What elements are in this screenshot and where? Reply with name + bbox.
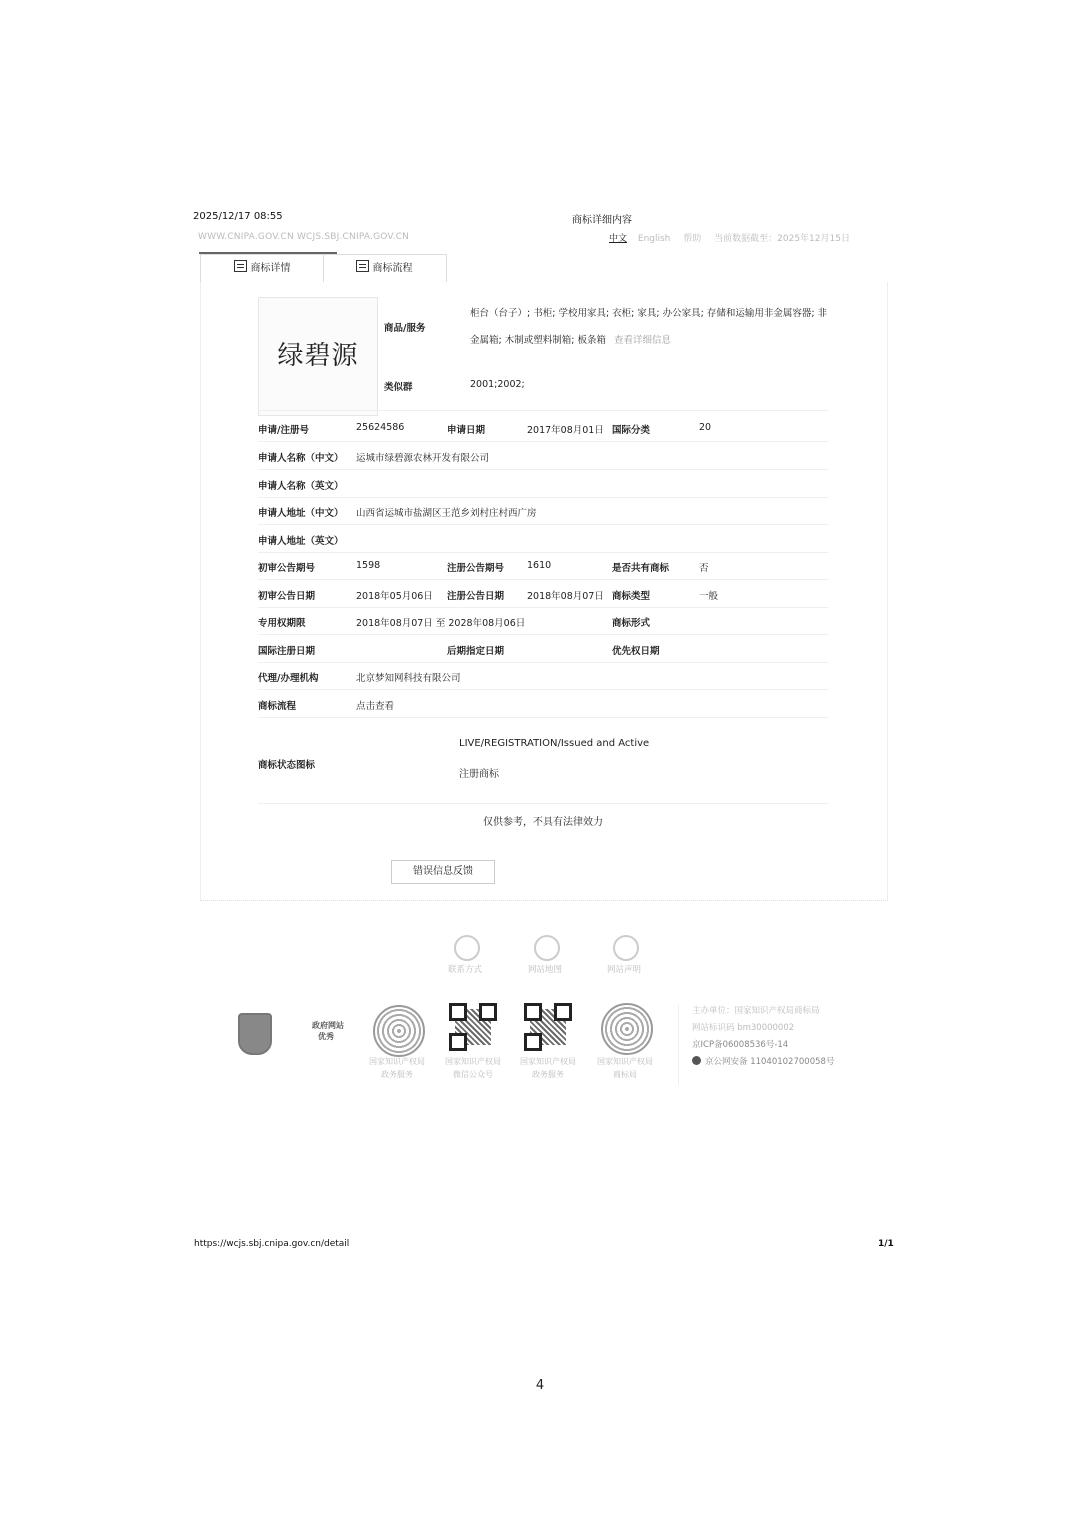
prelim-no-label: 初审公告期号: [258, 563, 316, 574]
lang-english-link[interactable]: English: [637, 234, 671, 244]
site-url[interactable]: WWW.CNIPA.GOV.CN WCJS.SBJ.CNIPA.GOV.CN: [198, 232, 410, 242]
page-number: 4: [535, 1378, 545, 1393]
police-badge-icon: [692, 1056, 701, 1065]
language-bar: [609, 231, 850, 244]
prelim-date-label: 初审公告日期: [258, 591, 316, 602]
print-datetime: 2025/12/17 08:55: [193, 211, 283, 222]
print-page-title: 商标详细内容: [572, 215, 632, 226]
reg-pub-date-value: 2018年08月07日: [527, 591, 604, 602]
divider: [258, 552, 828, 553]
exclusive-period-label: 专用权期限: [258, 618, 306, 629]
divider: [258, 469, 828, 470]
sponsor-line: 网站标识码 bm30000002: [692, 1023, 795, 1033]
address-cn-value: 山西省运城市盐湖区王范乡刘村庄村西广房: [356, 508, 537, 519]
similar-group-value: 2001;2002;: [470, 379, 525, 390]
process-label: 商标流程: [258, 701, 297, 712]
agency-label: 代理/办理机构: [258, 673, 319, 684]
badge-label: 国家知识产权局 政务服务: [520, 1057, 576, 1079]
reg-pub-date-label: 注册公告日期: [447, 591, 505, 602]
status-en: LIVE/REGISTRATION/Issued and Active: [459, 738, 650, 749]
divider: [258, 497, 828, 498]
gov-website-badge[interactable]: [290, 1020, 350, 1042]
status-label: 商标状态图标: [258, 760, 316, 771]
list-icon: [234, 260, 247, 272]
badge-label: 国家知识产权局 商标局: [597, 1057, 653, 1079]
exclusive-period-value: 2018年08月07日 至 2028年08月06日: [356, 618, 526, 629]
tab-label: 商标详情: [250, 263, 291, 274]
app-date-value: 2017年08月01日: [527, 425, 604, 436]
footer-statement-link[interactable]: 网站声明: [606, 965, 641, 975]
priority-date-label: 优先权日期: [612, 646, 660, 657]
address-en-label: 申请人地址（英文）: [258, 536, 344, 547]
data-date-text: 当前数据截至：2025年12月15日: [714, 234, 850, 244]
gov-badge-bottom: 优秀: [318, 1032, 334, 1041]
tab-trademark-detail[interactable]: [200, 254, 324, 282]
prelim-no-value: 1598: [356, 560, 381, 571]
badge-label: 国家知识产权局 政务服务: [369, 1057, 425, 1079]
icp-line[interactable]: 京ICP备06008536号-14: [692, 1040, 789, 1050]
divider: [258, 524, 828, 525]
divider: [258, 579, 828, 580]
service-qr-code: [524, 1003, 572, 1051]
tab-bar: [200, 254, 448, 282]
footer-contact-link[interactable]: 联系方式: [447, 965, 482, 975]
tm-office-qr-icon: [601, 1003, 653, 1055]
reg-pub-no-label: 注册公告期号: [447, 563, 505, 574]
applicant-cn-value: 运城市绿碧源农林开发有限公司: [356, 453, 490, 464]
sponsor-line: 主办单位：国家知识产权局商标局: [692, 1006, 820, 1016]
tm-type-value: 一般: [699, 591, 719, 602]
lang-chinese-link[interactable]: 中文: [609, 234, 628, 244]
sitemap-icon[interactable]: [534, 935, 560, 961]
badge-label: 国家知识产权局 微信公众号: [445, 1057, 501, 1079]
list-icon: [356, 260, 369, 272]
gov-service-badge-icon[interactable]: [373, 1005, 425, 1057]
wechat-qr-code: [449, 1003, 497, 1051]
trademark-image-text: 绿碧源: [277, 341, 359, 371]
shared-label: 是否共有商标: [612, 563, 670, 574]
statement-icon[interactable]: [613, 935, 639, 961]
tm-type-label: 商标类型: [612, 591, 651, 602]
divider: [258, 441, 828, 442]
applicant-en-label: 申请人名称（英文）: [258, 481, 344, 492]
process-view-link[interactable]: 点击查看: [356, 701, 395, 712]
error-feedback-button[interactable]: 错误信息反馈: [391, 860, 495, 884]
prelim-date-value: 2018年05月06日: [356, 591, 433, 602]
footer-divider: [678, 1005, 679, 1085]
goods-label: 商品/服务: [384, 323, 426, 334]
footer-sitemap-link[interactable]: 网站地图: [527, 965, 562, 975]
police-record-line[interactable]: 京公网安备 11040102700058号: [692, 1054, 834, 1071]
reg-pub-no-value: 1610: [527, 560, 552, 571]
party-emblem-icon[interactable]: [238, 1013, 272, 1055]
divider: [258, 607, 828, 608]
gov-badge-top: 政府网站: [312, 1021, 344, 1030]
goods-line-2: 金属箱; 木制或塑料制箱; 板条箱: [470, 335, 606, 346]
divider: [258, 410, 828, 411]
agency-value: 北京梦知网科技有限公司: [356, 673, 461, 684]
legal-notice: 仅供参考，不具有法律效力: [483, 817, 603, 828]
intl-class-value: 20: [699, 422, 712, 433]
reg-no-label: 申请/注册号: [258, 425, 309, 436]
tab-trademark-process[interactable]: [322, 254, 447, 282]
tm-form-label: 商标形式: [612, 618, 651, 629]
goods-line-1: 柜台（台子）; 书柜; 学校用家具; 衣柜; 家具; 办公家具; 存储和运输用非金属容器; 非: [470, 308, 828, 319]
help-link[interactable]: 帮助: [683, 234, 702, 244]
applicant-cn-label: 申请人名称（中文）: [258, 453, 344, 464]
print-page-count: 1/1: [878, 1239, 894, 1249]
divider: [258, 634, 828, 635]
reg-no-value: 25624586: [356, 422, 405, 433]
address-cn-label: 申请人地址（中文）: [258, 508, 344, 519]
tab-label: 商标流程: [372, 263, 413, 274]
print-url: https://wcjs.sbj.cnipa.gov.cn/detail: [194, 1239, 350, 1249]
divider: [258, 803, 828, 804]
intl-reg-date-label: 国际注册日期: [258, 646, 316, 657]
divider: [258, 689, 828, 690]
status-cn: 注册商标: [459, 769, 499, 780]
intl-class-label: 国际分类: [612, 425, 651, 436]
shared-value: 否: [699, 563, 709, 574]
app-date-label: 申请日期: [447, 425, 486, 436]
similar-group-label: 类似群: [384, 382, 413, 393]
divider: [258, 717, 828, 718]
sponsor-info: [692, 1003, 834, 1071]
later-designation-label: 后期指定日期: [447, 646, 505, 657]
divider: [258, 662, 828, 663]
contact-icon[interactable]: [454, 935, 480, 961]
goods-more-link[interactable]: 查看详细信息: [614, 335, 672, 346]
